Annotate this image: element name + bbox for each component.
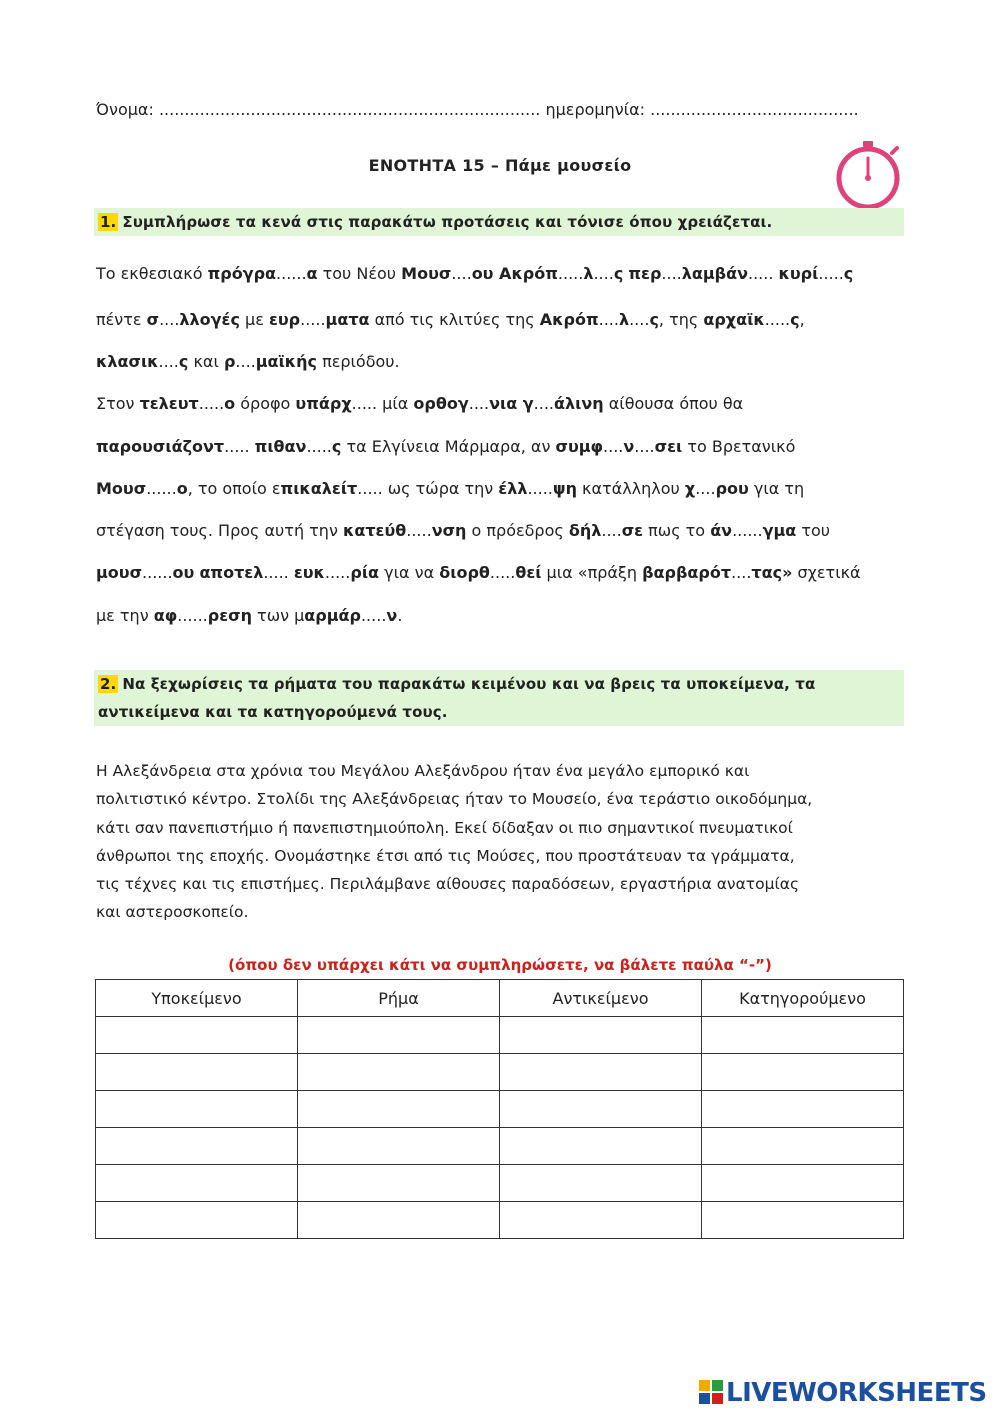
task2-text-line1: Να ξεχωρίσεις τα ρήματα του παρακάτω κειμένου και να βρεις τα υποκείμενα, τα (122, 675, 816, 693)
passage-line: πολιτιστικό κέντρο. Στολίδι της Αλεξάνδρειας ήταν το Μουσείο, ένα τεράστιο οικοδόμημα, (96, 790, 813, 809)
answer-cell[interactable] (500, 1202, 702, 1239)
blank-field[interactable]: ..... ως τώρα την (357, 479, 499, 498)
word-fragment: διορθ (439, 563, 490, 582)
text-segment: περιόδου. (316, 352, 400, 371)
blank-field[interactable]: .... (451, 264, 472, 283)
word-fragment: λαμβάν (681, 264, 748, 283)
blank-field[interactable]: ..... (818, 264, 844, 283)
text-segment: , της (658, 310, 704, 329)
word-fragment: τελευτ (139, 394, 199, 413)
liveworksheets-logo (698, 1378, 998, 1412)
word-fragment: σε (621, 521, 644, 540)
word-fragment: πρόγρα (207, 264, 277, 283)
watermark-text: LIVEWORKSHEETS (726, 1378, 987, 1408)
text-segment: τα Ελγίνεια Μάρμαρα, αν (341, 437, 556, 456)
word-fragment: λ (583, 264, 594, 283)
blank-field[interactable]: .... (601, 521, 622, 540)
fill-in-line (96, 394, 906, 413)
table-header-row (96, 980, 904, 1017)
table-row (96, 1202, 904, 1239)
header-predicate: Κατηγορούμενο (702, 980, 904, 1017)
word-fragment: Μουσ (401, 264, 452, 283)
task1-number: 1. (100, 213, 117, 231)
answer-cell[interactable] (500, 1128, 702, 1165)
blank-field[interactable]: ...... (146, 479, 177, 498)
word-fragment: ου Ακρόπ (471, 264, 558, 283)
answer-cell[interactable] (96, 1165, 298, 1202)
answer-cell[interactable] (96, 1054, 298, 1091)
answer-cell[interactable] (702, 1091, 904, 1128)
student-header (96, 100, 896, 119)
word-fragment: ευρ (268, 310, 301, 329)
text-segment: πως το (643, 521, 711, 540)
text-segment: με (239, 310, 269, 329)
word-fragment: πιθαν (254, 437, 307, 456)
word-fragment: ν (623, 437, 635, 456)
blank-field[interactable]: ..... (300, 310, 326, 329)
answer-cell[interactable] (702, 1054, 904, 1091)
word-fragment: ς (649, 310, 659, 329)
answer-table (95, 979, 904, 1239)
answer-cell[interactable] (96, 1128, 298, 1165)
word-fragment: αφ (153, 606, 178, 625)
fill-in-line (96, 606, 906, 625)
word-fragment: α (306, 264, 318, 283)
header-subject: Υποκείμενο (96, 980, 298, 1017)
answer-cell[interactable] (96, 1202, 298, 1239)
answer-cell[interactable] (500, 1054, 702, 1091)
word-fragment: θεί (515, 563, 542, 582)
passage-line: άνθρωποι της εποχής. Ονομάστηκε έτσι από τις Μούσες, που προστάτευαν τα γράμματα, (96, 846, 795, 865)
answer-cell[interactable] (298, 1017, 500, 1054)
date-field[interactable]: ......................................... (650, 100, 859, 119)
blank-field[interactable]: ...... (142, 563, 173, 582)
word-fragment: ψη (552, 479, 577, 498)
blank-field[interactable]: ...... (276, 264, 307, 283)
word-fragment: λ (618, 310, 630, 329)
text-segment: των μ (251, 606, 305, 625)
blank-field[interactable]: .... (629, 310, 650, 329)
blank-field[interactable]: .... (695, 479, 716, 498)
word-fragment: γμα (762, 521, 797, 540)
text-segment: , (799, 310, 805, 329)
word-fragment: μαϊκής (255, 352, 317, 371)
word-fragment: ματα (325, 310, 370, 329)
word-fragment: συμφ (555, 437, 604, 456)
table-row (96, 1165, 904, 1202)
fill-in-line (96, 264, 906, 283)
fill-in-line (96, 437, 906, 456)
liveworksheets-icon (698, 1379, 724, 1405)
answer-cell[interactable] (298, 1165, 500, 1202)
blank-field[interactable]: ..... (263, 563, 294, 582)
text-segment: και (188, 352, 224, 371)
name-field[interactable]: ........................................................................... (158, 100, 541, 119)
word-fragment: πικαλείτ (280, 479, 358, 498)
task2-instruction (94, 670, 904, 726)
blank-field[interactable]: .... (468, 394, 490, 413)
word-fragment: αποτελ (199, 563, 264, 582)
word-fragment: βαρβαρότ (642, 563, 732, 582)
word-fragment: ο (176, 479, 188, 498)
blank-field[interactable]: ..... (198, 394, 225, 413)
reading-passage (96, 757, 908, 927)
task2-number: 2. (100, 675, 117, 693)
blank-field[interactable]: ..... (527, 479, 553, 498)
passage-line: κάτι σαν πανεπιστήμιο ή πανεπιστημιούπολη. Εκεί δίδαξαν οι πιο σημαντικοί πνευματικοί (96, 818, 793, 837)
blank-field[interactable]: ..... (764, 310, 791, 329)
word-fragment: ο (224, 394, 236, 413)
word-fragment: ς (843, 264, 854, 283)
fill-in-line (96, 563, 906, 582)
answer-cell[interactable] (298, 1202, 500, 1239)
blank-field[interactable]: ..... (360, 606, 387, 625)
word-fragment: λλογές (179, 310, 240, 329)
word-fragment: χ (684, 479, 696, 498)
blank-field[interactable]: .... (598, 310, 619, 329)
passage-line: και αστεροσκοπείο. (96, 903, 249, 922)
text-segment: πέντε (96, 310, 147, 329)
word-fragment: νση (431, 521, 467, 540)
fill-in-line (96, 352, 906, 371)
blank-field[interactable]: .... (533, 394, 555, 413)
word-fragment: ρ (223, 352, 236, 371)
text-segment: Στον (96, 394, 140, 413)
blank-field[interactable]: ..... (489, 563, 516, 582)
blank-field[interactable]: ..... (406, 521, 432, 540)
text-segment: του (796, 521, 831, 540)
text-segment: κατάλληλου (576, 479, 685, 498)
answer-cell[interactable] (298, 1128, 500, 1165)
answer-cell[interactable] (702, 1017, 904, 1054)
text-segment: στέγαση τους. Προς αυτή την (96, 521, 343, 540)
blank-field[interactable]: .... (661, 264, 682, 283)
word-fragment: αρχαϊκ (703, 310, 765, 329)
blank-field[interactable]: . (397, 606, 403, 625)
answer-cell[interactable] (500, 1165, 702, 1202)
answer-cell[interactable] (702, 1202, 904, 1239)
blank-field[interactable]: .... (235, 352, 256, 371)
fill-in-line (96, 479, 906, 498)
blank-field[interactable]: ..... (324, 563, 351, 582)
answer-cell[interactable] (96, 1091, 298, 1128)
word-fragment: ς (331, 437, 342, 456)
table-row (96, 1091, 904, 1128)
text-segment: αίθουσα όπου θα (603, 394, 744, 413)
text-segment: από τις κλιτύες της (369, 310, 540, 329)
text-segment: όροφο (235, 394, 296, 413)
word-fragment: κυρί (778, 264, 819, 283)
word-fragment: ς (613, 264, 624, 283)
word-fragment: δήλ (568, 521, 602, 540)
blank-field[interactable]: .... (603, 437, 624, 456)
blank-field[interactable]: ...... (177, 606, 208, 625)
word-fragment: άλινη (554, 394, 604, 413)
text-segment: ο πρόεδρος (466, 521, 569, 540)
answer-cell[interactable] (702, 1165, 904, 1202)
text-segment: σχετικά (792, 563, 861, 582)
word-fragment: νια γ (489, 394, 534, 413)
word-fragment: Μουσ (96, 479, 147, 498)
task1-text: Συμπλήρωσε τα κενά στις παρακάτω προτάσεις και τόνισε όπου χρειάζεται. (122, 213, 773, 231)
fill-in-line (96, 310, 906, 329)
word-fragment: ρεση (207, 606, 252, 625)
answer-cell[interactable] (298, 1091, 500, 1128)
page-title: ΕΝΟΤΗΤΑ 15 – Πάμε μουσείο (368, 156, 632, 175)
word-fragment: ορθογ (413, 394, 469, 413)
word-fragment: παρουσιάζοντ (96, 437, 225, 456)
blank-field[interactable]: ..... (306, 437, 332, 456)
name-label: Όνομα: (96, 100, 154, 119)
blank-field[interactable]: .... (159, 310, 180, 329)
blank-field[interactable]: .... (158, 352, 179, 371)
passage-line: Η Αλεξάνδρεια στα χρόνια του Μεγάλου Αλεξάνδρου ήταν ένα μεγάλο εμπορικό και (96, 762, 750, 780)
word-fragment: ευκ (293, 563, 325, 582)
word-fragment: ρου (715, 479, 749, 498)
text-segment: το Βρετανικό (682, 437, 796, 456)
word-fragment: ου (172, 563, 195, 582)
word-fragment: ρία (350, 563, 380, 582)
task1-instruction (94, 208, 904, 236)
word-fragment: έλλ (498, 479, 528, 498)
text-segment: Το εκθεσιακό (96, 264, 208, 283)
table-row (96, 1054, 904, 1091)
text-segment: μια «πράξη (541, 563, 643, 582)
word-fragment: αρμάρ (304, 606, 361, 625)
blank-field[interactable]: ..... μία (351, 394, 414, 413)
word-fragment: ν (386, 606, 398, 625)
answer-cell[interactable] (500, 1017, 702, 1054)
word-fragment: κλασικ (96, 352, 159, 371)
word-fragment: τας» (751, 563, 793, 582)
word-fragment: ς (178, 352, 189, 371)
passage-line: τις τέχνες και τις επιστήμες. Περιλάμβανε αίθουσες παραδόσεων, εργαστήρια ανατομίας (96, 875, 800, 894)
blank-field[interactable]: ..... (557, 264, 584, 283)
answer-cell[interactable] (702, 1128, 904, 1165)
date-label: ημερομηνία: (545, 100, 646, 119)
stopwatch-icon (832, 138, 906, 212)
word-fragment: περ (628, 264, 662, 283)
text-segment: , το οποίο ε (187, 479, 281, 498)
table-row (96, 1017, 904, 1054)
word-fragment: ς (790, 310, 800, 329)
word-fragment: υπάρχ (295, 394, 352, 413)
text-segment: για να (379, 563, 440, 582)
fill-in-line (96, 521, 906, 540)
blank-field[interactable]: .... (634, 437, 655, 456)
answer-cell[interactable] (298, 1054, 500, 1091)
header-object: Αντικείμενο (500, 980, 702, 1017)
blank-field[interactable]: ..... (224, 437, 255, 456)
answer-cell[interactable] (96, 1017, 298, 1054)
word-fragment: μουσ (96, 563, 143, 582)
word-fragment: άν (710, 521, 733, 540)
table-row (96, 1128, 904, 1165)
word-fragment: σει (654, 437, 683, 456)
text-segment: για τη (748, 479, 805, 498)
table-instruction: (όπου δεν υπάρχει κάτι να συμπληρώσετε, να βάλετε παύλα “-”) (228, 956, 772, 974)
blank-field[interactable]: .... (593, 264, 614, 283)
header-verb: Ρήμα (298, 980, 500, 1017)
answer-cell[interactable] (500, 1091, 702, 1128)
word-fragment: σ (146, 310, 160, 329)
word-fragment: κατεύθ (342, 521, 407, 540)
text-segment: με την (96, 606, 154, 625)
blank-field[interactable]: ..... (747, 264, 779, 283)
word-fragment: Ακρόπ (539, 310, 599, 329)
text-segment: του Νέου (317, 264, 402, 283)
blank-field[interactable]: .... (731, 563, 752, 582)
task2-text-line2: αντικείμενα και τα κατηγορούμενά τους. (98, 703, 448, 721)
blank-field[interactable]: ...... (732, 521, 763, 540)
